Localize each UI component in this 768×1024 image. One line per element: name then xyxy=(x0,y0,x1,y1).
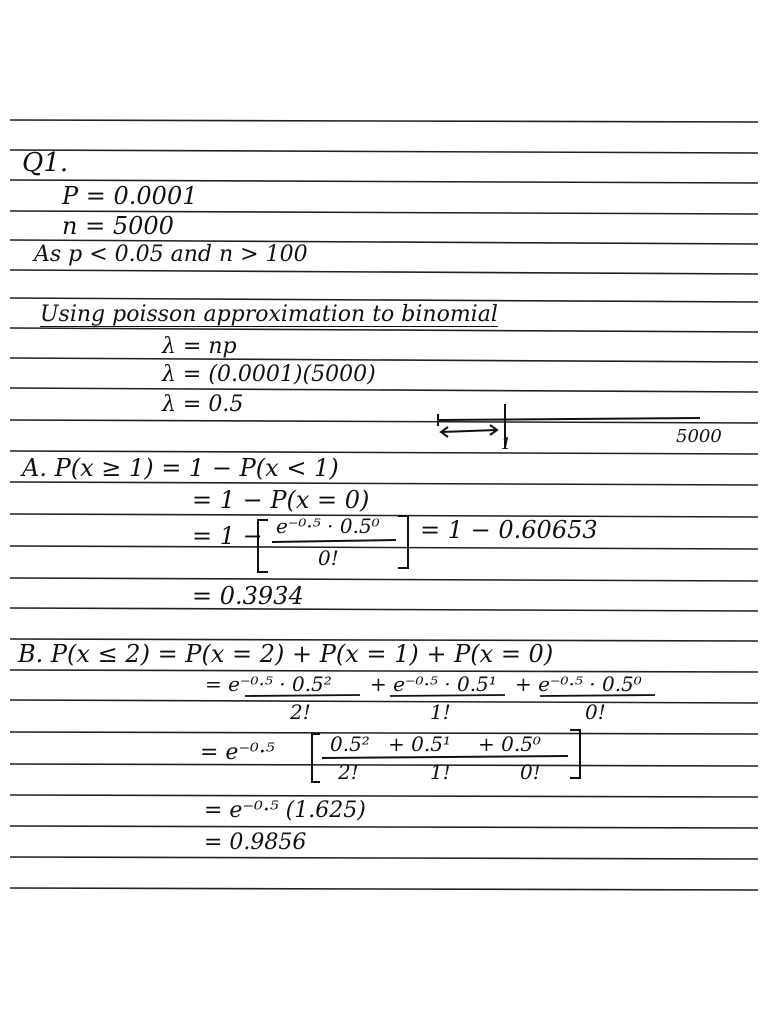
given-n: n = 5000 xyxy=(62,212,174,240)
part-b-term1-den: 2! xyxy=(290,700,311,724)
lambda-value: λ = 0.5 xyxy=(162,392,244,417)
part-b-term3-den: 0! xyxy=(585,700,606,724)
lambda-def: λ = np xyxy=(162,334,237,359)
part-b-bracket-den1: 2! xyxy=(338,760,359,784)
part-b-bracket-num3: + 0.5⁰ xyxy=(478,732,541,756)
part-b-term3-num: + e⁻⁰·⁵ · 0.5⁰ xyxy=(515,672,642,696)
part-a-frac-den: 0! xyxy=(318,546,339,570)
part-a-line3-lead: = 1 − xyxy=(192,522,263,550)
part-b-line3-lead: = e⁻⁰·⁵ xyxy=(200,740,275,765)
question-label: Q1. xyxy=(22,148,69,178)
method-line: Using poisson approximation to binomial xyxy=(40,302,498,327)
axis-end-label: 5000 xyxy=(676,426,722,447)
part-a-result: = 0.3934 xyxy=(192,582,304,610)
part-a-line2: = 1 − P(x = 0) xyxy=(192,486,370,514)
part-b-term1-num: = e⁻⁰·⁵ · 0.5² xyxy=(205,672,332,696)
part-b-bracket-num1: 0.5² xyxy=(330,732,370,756)
part-a-frac-num: e⁻⁰·⁵ · 0.5⁰ xyxy=(276,514,380,538)
part-b-bracket-den3: 0! xyxy=(520,760,541,784)
part-b-bracket-num2: + 0.5¹ xyxy=(388,732,451,756)
number-line-sketch xyxy=(438,404,700,448)
part-a-line1: A. P(x ≥ 1) = 1 − P(x < 1) xyxy=(22,454,339,482)
part-b-line1: B. P(x ≤ 2) = P(x = 2) + P(x = 1) + P(x = 0) xyxy=(18,640,554,668)
part-a-line3-tail: = 1 − 0.60653 xyxy=(420,516,598,544)
part-b-term2-num: + e⁻⁰·⁵ · 0.5¹ xyxy=(370,672,497,696)
given-p: P = 0.0001 xyxy=(62,182,198,210)
part-b-term2-den: 1! xyxy=(430,700,451,724)
lambda-sub: λ = (0.0001)(5000) xyxy=(162,362,376,387)
part-b-bracket-den2: 1! xyxy=(430,760,451,784)
axis-tick-label: 1 xyxy=(501,434,512,453)
part-b-result: = 0.9856 xyxy=(204,830,307,855)
condition-line: As p < 0.05 and n > 100 xyxy=(34,242,308,267)
part-b-line4: = e⁻⁰·⁵ (1.625) xyxy=(204,798,366,823)
